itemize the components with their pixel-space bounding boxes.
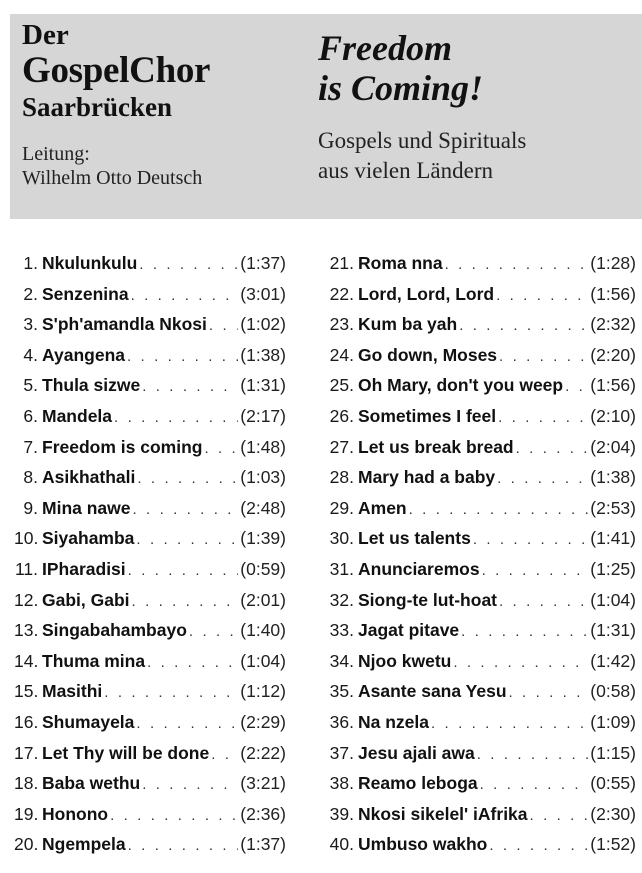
- track-number: 8.: [23, 467, 38, 488]
- track-number: 33.: [329, 620, 354, 641]
- track-row: [326, 284, 636, 315]
- track-row: [326, 804, 636, 835]
- track-number: 26.: [329, 405, 354, 426]
- dot-leader: [136, 715, 238, 732]
- track-title: Ayangena: [42, 344, 125, 365]
- track-number: 6.: [23, 405, 38, 426]
- track-row: [326, 437, 636, 468]
- dot-leader: [110, 807, 238, 824]
- track-row: [14, 498, 286, 529]
- track-title: Baba wethu: [42, 773, 141, 794]
- track-duration: (2:04): [590, 436, 636, 457]
- tracklist-left-column: [14, 253, 286, 865]
- track-row: [14, 804, 286, 835]
- dot-leader: [431, 715, 588, 732]
- track-title: Singabahambayo: [42, 620, 187, 641]
- dot-leader: [497, 470, 588, 487]
- track-row: [326, 712, 636, 743]
- track-duration: (1:40): [240, 620, 286, 641]
- track-row: [14, 467, 286, 498]
- choir-name-line2: GospelChor: [22, 50, 211, 91]
- track-number: 16.: [14, 711, 39, 732]
- track-title: Mandela: [42, 405, 113, 426]
- track-duration: (0:58): [590, 681, 636, 702]
- track-row: [14, 314, 286, 345]
- track-number: 4.: [23, 344, 38, 365]
- dot-leader: [136, 531, 238, 548]
- track-row: [14, 345, 286, 376]
- track-title: Masithi: [42, 681, 103, 702]
- track-row: [14, 253, 286, 284]
- track-row: [326, 528, 636, 559]
- track-row: [326, 559, 636, 590]
- track-number: 37.: [329, 742, 354, 763]
- track-number: 7.: [23, 436, 38, 457]
- track-number: 40.: [329, 834, 354, 855]
- dot-leader: [498, 409, 588, 426]
- track-number: 31.: [329, 558, 354, 579]
- album-title: [318, 28, 483, 108]
- track-row: [326, 253, 636, 284]
- dot-leader: [445, 256, 589, 273]
- track-duration: (1:09): [590, 711, 636, 732]
- dot-leader: [499, 593, 588, 610]
- album-subtitle-line1: Gospels und Spirituals: [318, 128, 527, 153]
- track-duration: (1:39): [240, 528, 286, 549]
- track-duration: (1:42): [590, 650, 636, 671]
- leader-label: Leitung:: [22, 143, 90, 165]
- track-number: 5.: [23, 375, 38, 396]
- dot-leader: [530, 807, 589, 824]
- track-duration: (2:36): [240, 803, 286, 824]
- track-row: [14, 834, 286, 865]
- track-duration: (1:56): [590, 283, 636, 304]
- track-title: Jagat pitave: [358, 620, 460, 641]
- track-duration: (1:25): [590, 558, 636, 579]
- album-title-line1: Freedom: [318, 28, 452, 68]
- track-duration: (2:53): [590, 497, 636, 518]
- track-title: Roma nna: [358, 253, 443, 273]
- leader-name: Wilhelm Otto Deutsch: [22, 167, 203, 189]
- track-number: 29.: [329, 497, 354, 518]
- track-number: 9.: [23, 497, 38, 518]
- dot-leader: [459, 317, 588, 334]
- track-number: 18.: [14, 773, 39, 794]
- track-duration: (1:15): [590, 742, 636, 763]
- track-number: 22.: [329, 283, 354, 304]
- track-title: Thula sizwe: [42, 375, 141, 396]
- track-number: 11.: [14, 558, 38, 579]
- track-row: [14, 620, 286, 651]
- choir-name-line3: Saarbrücken: [22, 92, 173, 122]
- track-duration: (1:04): [240, 650, 286, 671]
- track-title: Anunciaremos: [358, 558, 480, 579]
- dot-leader: [142, 378, 238, 395]
- track-duration: (3:01): [240, 283, 286, 304]
- dot-leader: [189, 623, 238, 640]
- track-duration: (1:31): [590, 620, 636, 641]
- track-title: Senzenina: [42, 283, 129, 304]
- track-number: 36.: [329, 711, 354, 732]
- track-row: [326, 467, 636, 498]
- track-row: [326, 375, 636, 406]
- track-title: Ngempela: [42, 834, 126, 855]
- dot-leader: [133, 501, 239, 518]
- dot-leader: [516, 440, 589, 457]
- dot-leader: [137, 470, 238, 487]
- track-duration: (2:10): [590, 405, 636, 426]
- dot-leader: [204, 440, 238, 457]
- track-duration: (1:41): [590, 528, 636, 549]
- track-row: [326, 651, 636, 682]
- dot-leader: [132, 593, 239, 610]
- track-duration: (1:12): [240, 681, 286, 702]
- dot-leader: [211, 746, 238, 763]
- dot-leader: [142, 776, 238, 793]
- track-row: [14, 528, 286, 559]
- track-title: Kum ba yah: [358, 314, 458, 335]
- track-row: [14, 375, 286, 406]
- track-row: [14, 559, 286, 590]
- dot-leader: [128, 837, 239, 854]
- track-title: Nkosi sikelel' iAfrika: [358, 803, 528, 824]
- track-row: [326, 773, 636, 804]
- track-number: 1.: [23, 253, 38, 273]
- track-title: Shumayela: [42, 711, 135, 732]
- track-duration: (2:01): [240, 589, 286, 610]
- dot-leader: [480, 776, 589, 793]
- track-row: [14, 651, 286, 682]
- track-number: 25.: [329, 375, 354, 396]
- dot-leader: [209, 317, 238, 334]
- track-row: [14, 743, 286, 774]
- album-title-line2: is Coming!: [318, 68, 484, 108]
- track-title: Amen: [358, 497, 407, 518]
- track-number: 34.: [329, 650, 354, 671]
- track-row: [14, 284, 286, 315]
- dot-leader: [104, 684, 238, 701]
- dot-leader: [477, 746, 589, 763]
- track-row: [14, 590, 286, 621]
- track-duration: (1:48): [240, 436, 286, 457]
- track-title: Nkulunkulu: [42, 253, 138, 273]
- track-number: 39.: [329, 803, 354, 824]
- dot-leader: [127, 348, 238, 365]
- choir-name-line1: Der: [22, 19, 69, 51]
- track-title: IPharadisi: [42, 558, 126, 579]
- dot-leader: [147, 654, 238, 671]
- track-duration: (2:20): [590, 344, 636, 365]
- track-number: 27.: [329, 436, 354, 457]
- track-duration: (1:37): [240, 834, 286, 855]
- track-row: [326, 834, 636, 865]
- track-title: Lord, Lord, Lord: [358, 283, 495, 304]
- track-title: Let us talents: [358, 528, 471, 549]
- track-title: Freedom is coming: [42, 436, 203, 457]
- dot-leader: [565, 378, 588, 395]
- track-title: Umbuso wakho: [358, 834, 488, 855]
- track-number: 3.: [23, 314, 38, 335]
- track-row: [14, 437, 286, 468]
- track-duration: (1:03): [240, 467, 286, 488]
- track-number: 30.: [329, 528, 354, 549]
- dot-leader: [473, 531, 588, 548]
- dot-leader: [139, 256, 238, 273]
- dot-leader: [509, 684, 589, 701]
- track-duration: (1:28): [590, 253, 636, 273]
- track-title: Sometimes I feel: [358, 405, 497, 426]
- track-row: [326, 620, 636, 651]
- track-duration: (1:37): [240, 253, 286, 273]
- dot-leader: [453, 654, 588, 671]
- track-title: Asikhathali: [42, 467, 136, 488]
- track-title: Oh Mary, don't you weep: [358, 375, 564, 396]
- track-duration: (2:32): [590, 314, 636, 335]
- track-row: [14, 712, 286, 743]
- dot-leader: [128, 562, 239, 579]
- track-number: 28.: [329, 467, 354, 488]
- track-row: [326, 406, 636, 437]
- track-number: 2.: [23, 283, 38, 304]
- leader-credit: [22, 142, 202, 190]
- track-duration: (1:52): [590, 834, 636, 855]
- choir-name: [22, 20, 210, 122]
- dot-leader: [482, 562, 589, 579]
- track-title: Go down, Moses: [358, 344, 498, 365]
- track-duration: (1:38): [590, 467, 636, 488]
- track-duration: (2:22): [240, 742, 286, 763]
- track-title: Mary had a baby: [358, 467, 496, 488]
- tracklist-right-column: [326, 253, 636, 865]
- track-title: Thuma mina: [42, 650, 146, 671]
- track-duration: (0:59): [240, 558, 286, 579]
- track-number: 32.: [329, 589, 354, 610]
- track-duration: (2:30): [590, 803, 636, 824]
- track-number: 19.: [14, 803, 39, 824]
- dot-leader: [489, 837, 588, 854]
- track-title: Asante sana Yesu: [358, 681, 507, 702]
- track-title: Jesu ajali awa: [358, 742, 475, 763]
- dot-leader: [131, 287, 239, 304]
- track-number: 23.: [329, 314, 354, 335]
- track-title: Let Thy will be done: [42, 742, 210, 763]
- track-row: [326, 314, 636, 345]
- album-subtitle-line2: aus vielen Ländern: [318, 158, 493, 183]
- track-title: S'ph'amandla Nkosi: [42, 314, 207, 335]
- dot-leader: [461, 623, 588, 640]
- track-row: [326, 590, 636, 621]
- track-duration: (1:31): [240, 375, 286, 396]
- dot-leader: [409, 501, 589, 518]
- track-duration: (2:48): [240, 497, 286, 518]
- track-number: 12.: [14, 589, 39, 610]
- track-title: Njoo kwetu: [358, 650, 452, 671]
- track-duration: (2:29): [240, 711, 286, 732]
- track-number: 24.: [329, 344, 354, 365]
- track-duration: (1:38): [240, 344, 286, 365]
- album-subtitle: [318, 126, 526, 186]
- track-row: [14, 681, 286, 712]
- track-title: Reamo leboga: [358, 773, 478, 794]
- track-row: [326, 743, 636, 774]
- track-number: 35.: [329, 681, 354, 702]
- track-title: Mina nawe: [42, 497, 131, 518]
- track-row: [14, 406, 286, 437]
- track-row: [326, 681, 636, 712]
- track-number: 20.: [14, 834, 39, 855]
- track-number: 21.: [329, 253, 354, 273]
- track-number: 15.: [14, 681, 39, 702]
- dot-leader: [114, 409, 238, 426]
- track-duration: (2:17): [240, 405, 286, 426]
- dot-leader: [496, 287, 588, 304]
- track-duration: (1:02): [240, 314, 286, 335]
- track-number: 38.: [329, 773, 354, 794]
- track-duration: (1:56): [590, 375, 636, 396]
- track-number: 10.: [14, 528, 39, 549]
- track-number: 14.: [14, 650, 39, 671]
- track-row: [326, 345, 636, 376]
- track-row: [14, 773, 286, 804]
- track-title: Let us break bread: [358, 436, 514, 457]
- dot-leader: [499, 348, 588, 365]
- track-duration: (0:55): [590, 773, 636, 794]
- track-duration: (1:04): [590, 589, 636, 610]
- track-title: Siyahamba: [42, 528, 135, 549]
- track-number: 17.: [14, 742, 39, 763]
- track-row: [326, 498, 636, 529]
- track-title: Na nzela: [358, 711, 429, 732]
- track-number: 13.: [14, 620, 39, 641]
- track-duration: (3:21): [240, 773, 286, 794]
- track-title: Siong-te lut-hoat: [358, 589, 498, 610]
- track-title: Honono: [42, 803, 109, 824]
- track-title: Gabi, Gabi: [42, 589, 130, 610]
